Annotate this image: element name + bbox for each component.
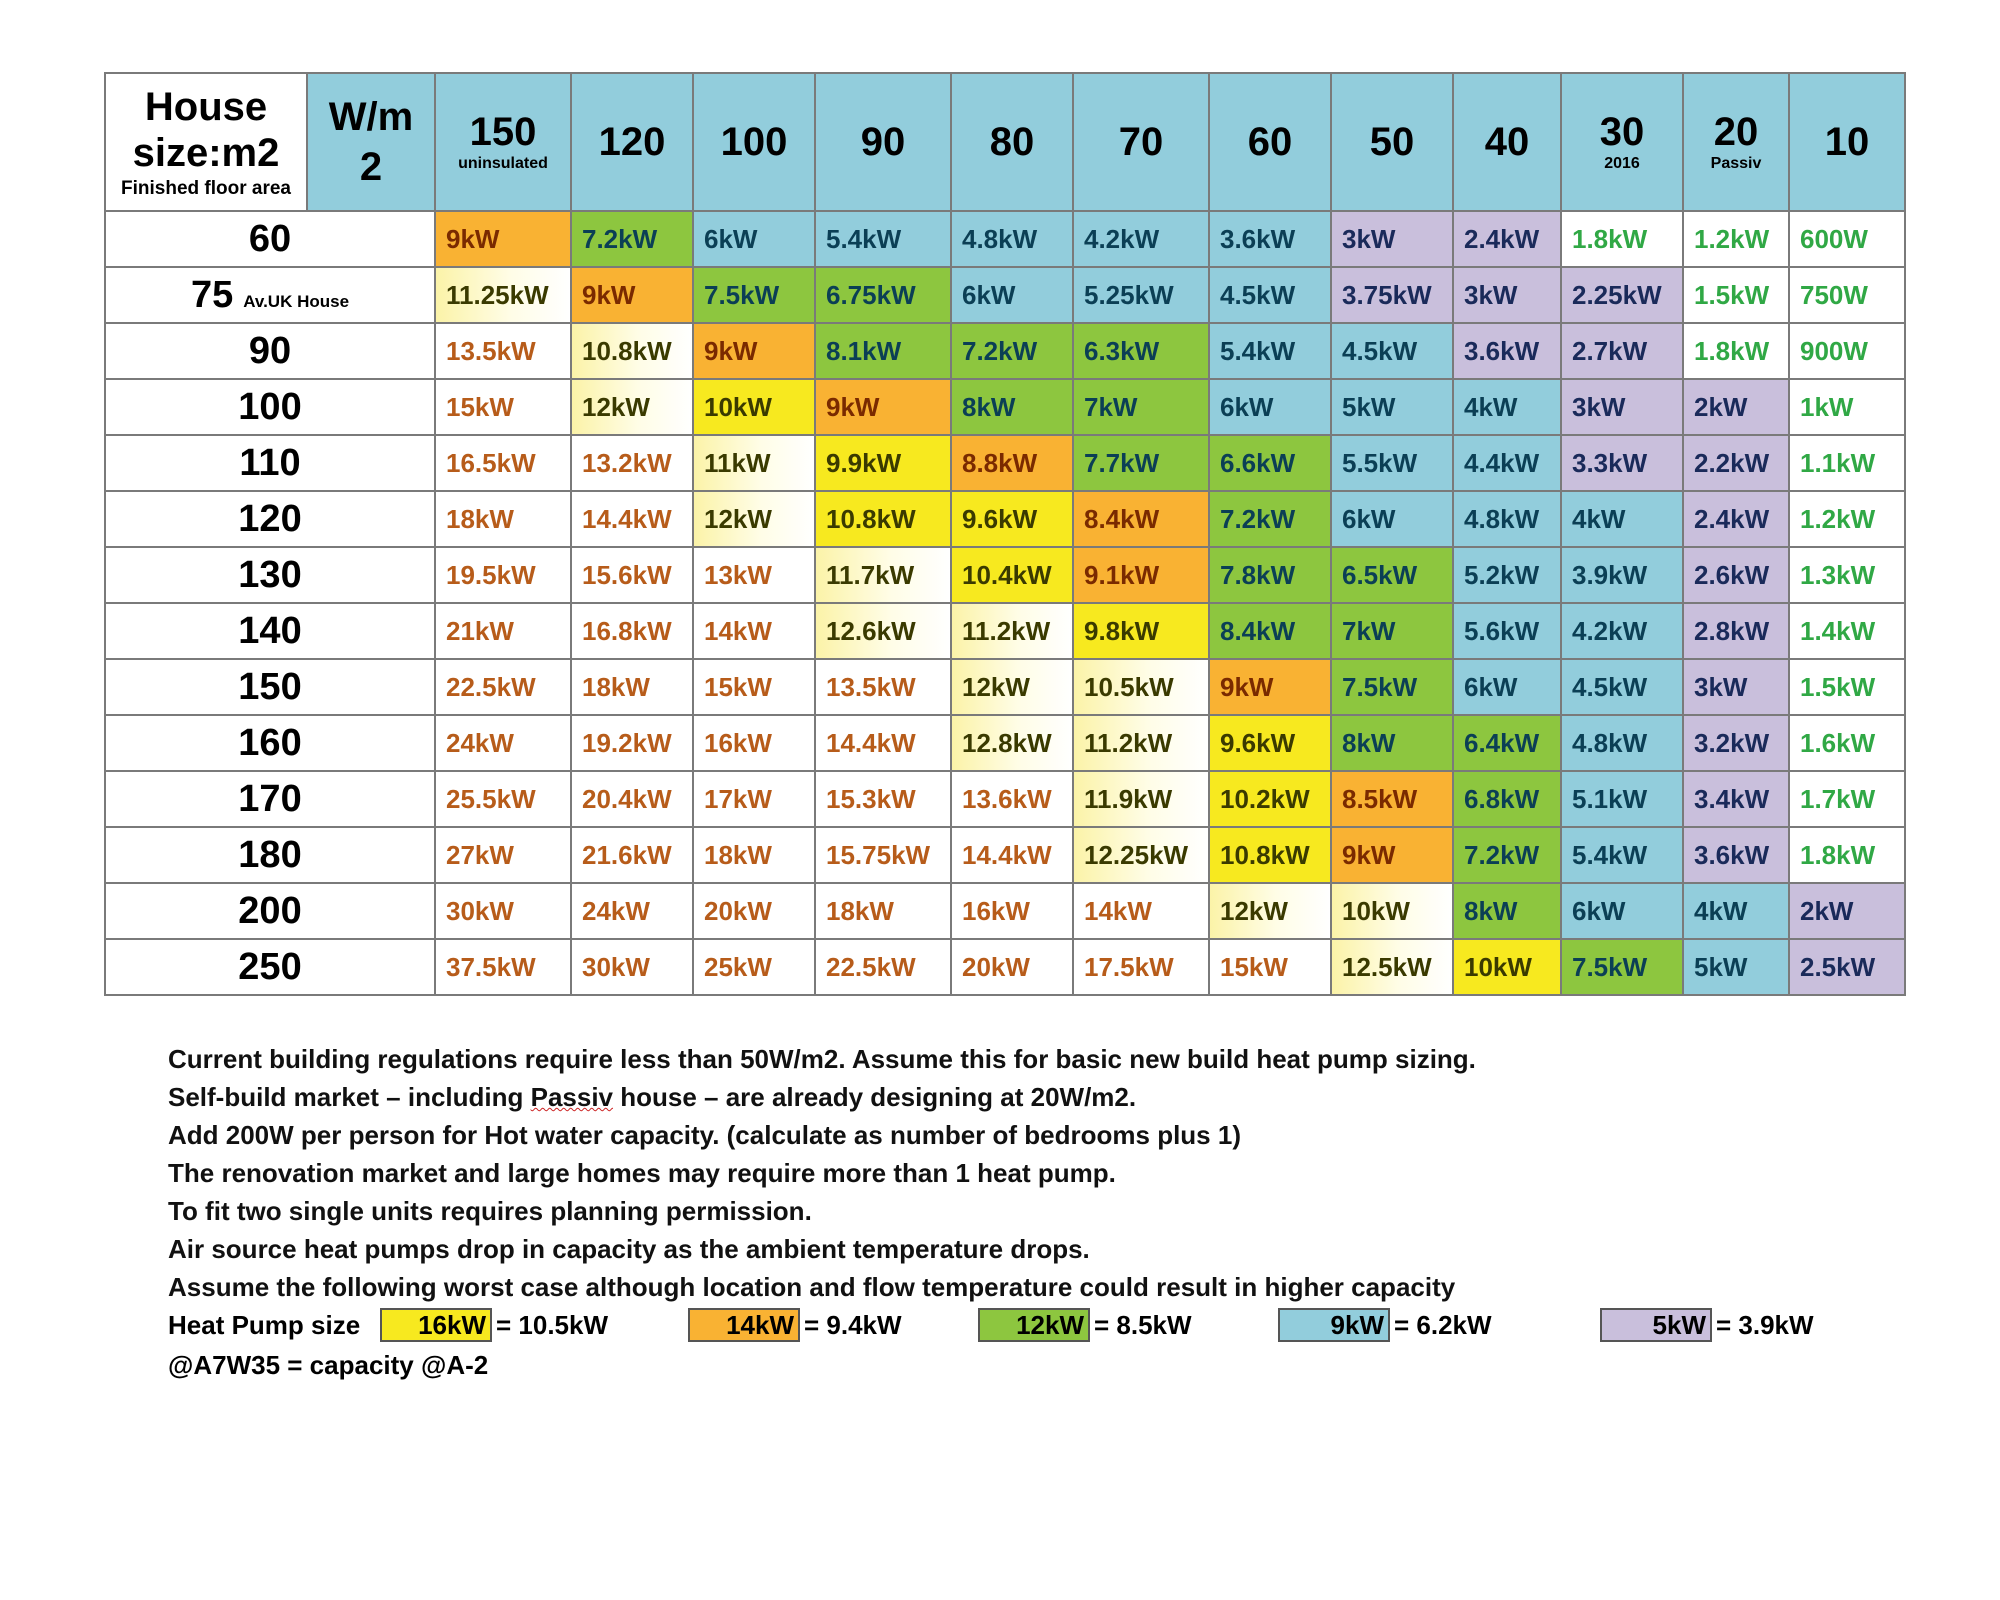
note-line: Add 200W per person for Hot water capacity. (calculate as number of bedrooms plus 1) bbox=[168, 1120, 1241, 1150]
wm2-value: 150 bbox=[469, 110, 537, 154]
table-row bbox=[105, 491, 1905, 547]
capacity-cell: 4.2kW bbox=[1561, 603, 1683, 659]
house-size-note: Av.UK House bbox=[243, 291, 350, 311]
capacity-cell: 10.4kW bbox=[951, 547, 1073, 603]
capacity-cell: 4.8kW bbox=[1453, 491, 1561, 547]
capacity-cell: 3.2kW bbox=[1683, 715, 1789, 771]
capacity-cell: 3.4kW bbox=[1683, 771, 1789, 827]
capacity-cell: 5.4kW bbox=[1561, 827, 1683, 883]
capacity-cell: 2.4kW bbox=[1453, 211, 1561, 267]
wm2-value: 40 bbox=[1484, 120, 1530, 164]
house-size-cell bbox=[105, 323, 435, 379]
wm2-column-header bbox=[1331, 73, 1453, 211]
capacity-cell: 9kW bbox=[435, 211, 571, 267]
wm2-value: 70 bbox=[1118, 120, 1164, 164]
house-size-cell bbox=[105, 379, 435, 435]
capacity-cell: 19.2kW bbox=[571, 715, 693, 771]
wm2-label-line2: 2 bbox=[359, 145, 383, 189]
capacity-cell: 7kW bbox=[1331, 603, 1453, 659]
legend-swatch: 9kW bbox=[1278, 1308, 1390, 1342]
capacity-cell: 14.4kW bbox=[951, 827, 1073, 883]
capacity-cell: 30kW bbox=[571, 939, 693, 995]
legend-swatch: 5kW bbox=[1600, 1308, 1712, 1342]
legend-value: = 6.2kW bbox=[1394, 1309, 1492, 1340]
house-size-value: 250 bbox=[238, 945, 302, 988]
capacity-cell: 3.6kW bbox=[1683, 827, 1789, 883]
capacity-cell: 15.6kW bbox=[571, 547, 693, 603]
house-size-cell bbox=[105, 491, 435, 547]
capacity-cell: 10.8kW bbox=[1209, 827, 1331, 883]
capacity-cell: 5.4kW bbox=[815, 211, 951, 267]
house-size-cell bbox=[105, 547, 435, 603]
capacity-cell: 4kW bbox=[1453, 379, 1561, 435]
note-line: Assume the following worst case although location and flow temperature could result in higher capacity bbox=[168, 1272, 1456, 1302]
note-line: To fit two single units requires planning permission. bbox=[168, 1196, 812, 1226]
capacity-cell: 5.6kW bbox=[1453, 603, 1561, 659]
capacity-cell: 18kW bbox=[693, 827, 815, 883]
house-size-cell bbox=[105, 771, 435, 827]
table-row bbox=[105, 827, 1905, 883]
capacity-cell: 5.2kW bbox=[1453, 547, 1561, 603]
capacity-cell: 16.5kW bbox=[435, 435, 571, 491]
capacity-cell: 6kW bbox=[693, 211, 815, 267]
wm2-column-header bbox=[571, 73, 693, 211]
capacity-cell: 1.4kW bbox=[1789, 603, 1905, 659]
capacity-cell: 9kW bbox=[693, 323, 815, 379]
wm2-column-header bbox=[1789, 73, 1905, 211]
capacity-cell: 8.8kW bbox=[951, 435, 1073, 491]
table-row bbox=[105, 603, 1905, 659]
wm2-column-header bbox=[1683, 73, 1789, 211]
capacity-cell: 20kW bbox=[951, 939, 1073, 995]
wm2-header bbox=[307, 73, 435, 211]
capacity-cell: 24kW bbox=[435, 715, 571, 771]
capacity-cell: 15kW bbox=[435, 379, 571, 435]
capacity-cell: 18kW bbox=[435, 491, 571, 547]
capacity-cell: 5.1kW bbox=[1561, 771, 1683, 827]
capacity-cell: 2.6kW bbox=[1683, 547, 1789, 603]
wm2-subtitle: uninsulated bbox=[458, 155, 548, 172]
capacity-cell: 1.2kW bbox=[1789, 491, 1905, 547]
capacity-cell: 14.4kW bbox=[571, 491, 693, 547]
legend-swatch: 16kW bbox=[380, 1308, 492, 1342]
wm2-label-line1: W/m bbox=[328, 95, 414, 139]
capacity-cell: 7.5kW bbox=[1331, 659, 1453, 715]
wm2-value: 100 bbox=[720, 120, 788, 164]
capacity-cell: 25kW bbox=[693, 939, 815, 995]
capacity-cell: 11kW bbox=[693, 435, 815, 491]
capacity-cell: 10.5kW bbox=[1073, 659, 1209, 715]
capacity-cell: 16kW bbox=[693, 715, 815, 771]
note-line: Current building regulations require less than 50W/m2. Assume this for basic new build heat pump sizing. bbox=[168, 1044, 1476, 1074]
capacity-cell: 5kW bbox=[1331, 379, 1453, 435]
table-row bbox=[105, 771, 1905, 827]
house-size-cell bbox=[105, 211, 435, 267]
capacity-cell: 1.2kW bbox=[1683, 211, 1789, 267]
note-line: The renovation market and large homes may require more than 1 heat pump. bbox=[168, 1158, 1116, 1188]
legend-value: = 9.4kW bbox=[804, 1309, 902, 1340]
legend-item bbox=[688, 1308, 902, 1342]
capacity-cell: 15kW bbox=[693, 659, 815, 715]
capacity-cell: 21.6kW bbox=[571, 827, 693, 883]
capacity-cell: 12kW bbox=[693, 491, 815, 547]
house-size-cell bbox=[105, 939, 435, 995]
capacity-cell: 5.25kW bbox=[1073, 267, 1209, 323]
passiv-word: Passiv bbox=[530, 1082, 614, 1112]
capacity-cell: 13.6kW bbox=[951, 771, 1073, 827]
capacity-cell: 13.5kW bbox=[435, 323, 571, 379]
capacity-cell: 12.5kW bbox=[1331, 939, 1453, 995]
house-size-value: 200 bbox=[238, 889, 302, 932]
wm2-value: 60 bbox=[1247, 120, 1293, 164]
capacity-cell: 1.1kW bbox=[1789, 435, 1905, 491]
capacity-cell: 5kW bbox=[1683, 939, 1789, 995]
capacity-cell: 8kW bbox=[1453, 883, 1561, 939]
capacity-cell: 19.5kW bbox=[435, 547, 571, 603]
capacity-cell: 6kW bbox=[1453, 659, 1561, 715]
capacity-cell: 16.8kW bbox=[571, 603, 693, 659]
wm2-column-header bbox=[1073, 73, 1209, 211]
capacity-cell: 3.3kW bbox=[1561, 435, 1683, 491]
legend-value: = 10.5kW bbox=[496, 1309, 609, 1340]
capacity-cell: 4kW bbox=[1683, 883, 1789, 939]
wm2-value: 90 bbox=[860, 120, 906, 164]
legend-value: = 8.5kW bbox=[1094, 1309, 1192, 1340]
capacity-cell: 12kW bbox=[571, 379, 693, 435]
size-label: size:m2 bbox=[132, 131, 280, 175]
capacity-cell: 2.2kW bbox=[1683, 435, 1789, 491]
wm2-column-header bbox=[815, 73, 951, 211]
house-size-value: 75 bbox=[190, 273, 234, 316]
legend-label: Heat Pump size bbox=[168, 1310, 361, 1340]
capacity-cell: 8.4kW bbox=[1073, 491, 1209, 547]
capacity-cell: 15kW bbox=[1209, 939, 1331, 995]
capacity-cell: 5.5kW bbox=[1331, 435, 1453, 491]
capacity-cell: 12.25kW bbox=[1073, 827, 1209, 883]
wm2-value: 120 bbox=[598, 120, 666, 164]
table-row bbox=[105, 883, 1905, 939]
table-row bbox=[105, 547, 1905, 603]
header-row bbox=[105, 73, 1905, 211]
capacity-cell: 6.3kW bbox=[1073, 323, 1209, 379]
wm2-value: 30 bbox=[1599, 110, 1645, 154]
capacity-cell: 600W bbox=[1789, 211, 1905, 267]
wm2-value: 50 bbox=[1369, 120, 1415, 164]
capacity-cell: 4.8kW bbox=[1561, 715, 1683, 771]
capacity-cell: 6.5kW bbox=[1331, 547, 1453, 603]
capacity-cell: 13.2kW bbox=[571, 435, 693, 491]
capacity-cell: 25.5kW bbox=[435, 771, 571, 827]
note-line: Air source heat pumps drop in capacity as the ambient temperature drops. bbox=[168, 1234, 1090, 1264]
capacity-cell: 1kW bbox=[1789, 379, 1905, 435]
house-label: House bbox=[144, 85, 268, 129]
capacity-cell: 2.5kW bbox=[1789, 939, 1905, 995]
capacity-cell: 17.5kW bbox=[1073, 939, 1209, 995]
note-line bbox=[168, 1078, 1928, 1116]
legend bbox=[168, 1306, 1948, 1346]
capacity-cell: 2.8kW bbox=[1683, 603, 1789, 659]
capacity-cell: 1.3kW bbox=[1789, 547, 1905, 603]
capacity-cell: 12kW bbox=[1209, 883, 1331, 939]
house-size-value: 180 bbox=[238, 833, 302, 876]
capacity-cell: 6.6kW bbox=[1209, 435, 1331, 491]
capacity-cell: 1.7kW bbox=[1789, 771, 1905, 827]
capacity-cell: 21kW bbox=[435, 603, 571, 659]
capacity-cell: 7.8kW bbox=[1209, 547, 1331, 603]
house-size-cell bbox=[105, 659, 435, 715]
capacity-cell: 6.75kW bbox=[815, 267, 951, 323]
capacity-cell: 4.2kW bbox=[1073, 211, 1209, 267]
capacity-cell: 20kW bbox=[693, 883, 815, 939]
capacity-cell: 11.7kW bbox=[815, 547, 951, 603]
capacity-cell: 13.5kW bbox=[815, 659, 951, 715]
house-size-value: 110 bbox=[239, 441, 301, 484]
house-size-cell bbox=[105, 603, 435, 659]
capacity-cell: 7.2kW bbox=[1453, 827, 1561, 883]
capacity-cell: 7.2kW bbox=[1209, 491, 1331, 547]
legend-item bbox=[1278, 1308, 1492, 1342]
capacity-cell: 1.8kW bbox=[1789, 827, 1905, 883]
capacity-cell: 12kW bbox=[951, 659, 1073, 715]
house-size-cell bbox=[105, 435, 435, 491]
capacity-cell: 7.5kW bbox=[693, 267, 815, 323]
table-row bbox=[105, 435, 1905, 491]
capacity-cell: 24kW bbox=[571, 883, 693, 939]
capacity-cell: 9kW bbox=[815, 379, 951, 435]
capacity-cell: 3kW bbox=[1453, 267, 1561, 323]
capacity-cell: 14kW bbox=[1073, 883, 1209, 939]
table-row bbox=[105, 323, 1905, 379]
capacity-cell: 11.2kW bbox=[1073, 715, 1209, 771]
capacity-cell: 4.8kW bbox=[951, 211, 1073, 267]
wm2-value: 20 bbox=[1713, 110, 1759, 154]
wm2-value: 10 bbox=[1824, 120, 1870, 164]
wm2-column-header bbox=[951, 73, 1073, 211]
capacity-cell: 13kW bbox=[693, 547, 815, 603]
capacity-cell: 12.6kW bbox=[815, 603, 951, 659]
capacity-cell: 8kW bbox=[951, 379, 1073, 435]
capacity-cell: 1.5kW bbox=[1683, 267, 1789, 323]
capacity-cell: 4.5kW bbox=[1209, 267, 1331, 323]
capacity-cell: 9.8kW bbox=[1073, 603, 1209, 659]
capacity-cell: 15.75kW bbox=[815, 827, 951, 883]
capacity-cell: 4.5kW bbox=[1561, 659, 1683, 715]
house-size-cell bbox=[105, 883, 435, 939]
capacity-cell: 3kW bbox=[1561, 379, 1683, 435]
table-row bbox=[105, 267, 1905, 323]
capacity-cell: 14.4kW bbox=[815, 715, 951, 771]
capacity-cell: 6.8kW bbox=[1453, 771, 1561, 827]
capacity-cell: 16kW bbox=[951, 883, 1073, 939]
capacity-cell: 900W bbox=[1789, 323, 1905, 379]
capacity-cell: 9.6kW bbox=[951, 491, 1073, 547]
house-size-value: 100 bbox=[238, 385, 302, 428]
house-size-cell bbox=[105, 827, 435, 883]
capacity-cell: 8.5kW bbox=[1331, 771, 1453, 827]
capacity-cell: 30kW bbox=[435, 883, 571, 939]
capacity-cell: 2.7kW bbox=[1561, 323, 1683, 379]
table-row bbox=[105, 715, 1905, 771]
capacity-cell: 2.4kW bbox=[1683, 491, 1789, 547]
table-row bbox=[105, 379, 1905, 435]
capacity-cell: 37.5kW bbox=[435, 939, 571, 995]
capacity-cell: 3.6kW bbox=[1209, 211, 1331, 267]
wm2-column-header bbox=[1453, 73, 1561, 211]
capacity-cell: 750W bbox=[1789, 267, 1905, 323]
house-size-value: 140 bbox=[238, 609, 302, 652]
capacity-cell: 7.2kW bbox=[571, 211, 693, 267]
legend-item bbox=[380, 1308, 608, 1342]
capacity-cell: 6kW bbox=[1331, 491, 1453, 547]
capacity-cell: 10kW bbox=[1453, 939, 1561, 995]
capacity-cell: 22.5kW bbox=[815, 939, 951, 995]
house-size-cell bbox=[105, 715, 435, 771]
capacity-cell: 1.8kW bbox=[1561, 211, 1683, 267]
capacity-cell: 7.2kW bbox=[951, 323, 1073, 379]
table-row bbox=[105, 939, 1905, 995]
capacity-cell: 9.6kW bbox=[1209, 715, 1331, 771]
capacity-cell: 22.5kW bbox=[435, 659, 571, 715]
capacity-cell: 10kW bbox=[693, 379, 815, 435]
wm2-column-header bbox=[693, 73, 815, 211]
house-size-value: 120 bbox=[238, 497, 302, 540]
capacity-cell: 4kW bbox=[1561, 491, 1683, 547]
capacity-cell: 9kW bbox=[1331, 827, 1453, 883]
house-size-cell bbox=[105, 267, 435, 323]
capacity-cell: 8.4kW bbox=[1209, 603, 1331, 659]
capacity-cell: 3.9kW bbox=[1561, 547, 1683, 603]
notes-block bbox=[168, 1040, 1928, 1306]
capacity-cell: 20.4kW bbox=[571, 771, 693, 827]
capacity-cell: 17kW bbox=[693, 771, 815, 827]
house-size-value: 90 bbox=[248, 329, 292, 372]
capacity-cell: 4.4kW bbox=[1453, 435, 1561, 491]
capacity-cell: 3.75kW bbox=[1331, 267, 1453, 323]
capacity-cell: 6kW bbox=[951, 267, 1073, 323]
capacity-cell: 6kW bbox=[1209, 379, 1331, 435]
wm2-value: 80 bbox=[989, 120, 1035, 164]
note-text: house – are already designing at 20W/m2. bbox=[613, 1082, 1137, 1112]
house-size-value: 150 bbox=[238, 665, 302, 708]
capacity-cell: 8kW bbox=[1331, 715, 1453, 771]
capacity-cell: 9.1kW bbox=[1073, 547, 1209, 603]
capacity-cell: 5.4kW bbox=[1209, 323, 1331, 379]
table-row bbox=[105, 211, 1905, 267]
capacity-cell: 12.8kW bbox=[951, 715, 1073, 771]
note-text: Self-build market – including bbox=[168, 1082, 531, 1112]
capacity-cell: 4.5kW bbox=[1331, 323, 1453, 379]
capacity-cell: 10.8kW bbox=[815, 491, 951, 547]
house-size-header bbox=[105, 73, 307, 211]
capacity-cell: 7.5kW bbox=[1561, 939, 1683, 995]
capacity-cell: 3kW bbox=[1683, 659, 1789, 715]
table-row bbox=[105, 659, 1905, 715]
capacity-cell: 11.9kW bbox=[1073, 771, 1209, 827]
capacity-cell: 3kW bbox=[1331, 211, 1453, 267]
sizing-table bbox=[104, 72, 1906, 996]
capacity-cell: 1.5kW bbox=[1789, 659, 1905, 715]
house-size-value: 60 bbox=[248, 217, 292, 260]
capacity-cell: 10.8kW bbox=[571, 323, 693, 379]
capacity-cell: 11.2kW bbox=[951, 603, 1073, 659]
capacity-cell: 1.6kW bbox=[1789, 715, 1905, 771]
capacity-cell: 9kW bbox=[1209, 659, 1331, 715]
wm2-subtitle: Passiv bbox=[1710, 155, 1762, 172]
legend-value: = 3.9kW bbox=[1716, 1309, 1814, 1340]
capacity-cell: 7kW bbox=[1073, 379, 1209, 435]
house-size-value: 160 bbox=[238, 721, 302, 764]
floor-area-label: Finished floor area bbox=[121, 178, 291, 199]
capacity-cell: 18kW bbox=[815, 883, 951, 939]
wm2-column-header bbox=[1561, 73, 1683, 211]
capacity-cell: 6kW bbox=[1561, 883, 1683, 939]
legend-item bbox=[1600, 1308, 1814, 1342]
legend-condition: @A7W35 = capacity @A-2 bbox=[168, 1350, 489, 1380]
legend-swatch: 14kW bbox=[688, 1308, 800, 1342]
capacity-cell: 9.9kW bbox=[815, 435, 951, 491]
capacity-cell: 11.25kW bbox=[435, 267, 571, 323]
capacity-cell: 2kW bbox=[1789, 883, 1905, 939]
wm2-column-header bbox=[1209, 73, 1331, 211]
capacity-cell: 14kW bbox=[693, 603, 815, 659]
capacity-cell: 15.3kW bbox=[815, 771, 951, 827]
capacity-cell: 1.8kW bbox=[1683, 323, 1789, 379]
capacity-cell: 27kW bbox=[435, 827, 571, 883]
wm2-subtitle: 2016 bbox=[1604, 155, 1640, 172]
capacity-cell: 3.6kW bbox=[1453, 323, 1561, 379]
capacity-cell: 10kW bbox=[1331, 883, 1453, 939]
capacity-cell: 18kW bbox=[571, 659, 693, 715]
capacity-cell: 6.4kW bbox=[1453, 715, 1561, 771]
house-size-value: 130 bbox=[238, 553, 302, 596]
legend-swatch: 12kW bbox=[978, 1308, 1090, 1342]
capacity-cell: 8.1kW bbox=[815, 323, 951, 379]
capacity-cell: 9kW bbox=[571, 267, 693, 323]
house-size-value: 170 bbox=[238, 777, 302, 820]
capacity-cell: 7.7kW bbox=[1073, 435, 1209, 491]
capacity-cell: 10.2kW bbox=[1209, 771, 1331, 827]
legend-item bbox=[978, 1308, 1192, 1342]
capacity-cell: 2kW bbox=[1683, 379, 1789, 435]
capacity-cell: 2.25kW bbox=[1561, 267, 1683, 323]
wm2-column-header bbox=[435, 73, 571, 211]
